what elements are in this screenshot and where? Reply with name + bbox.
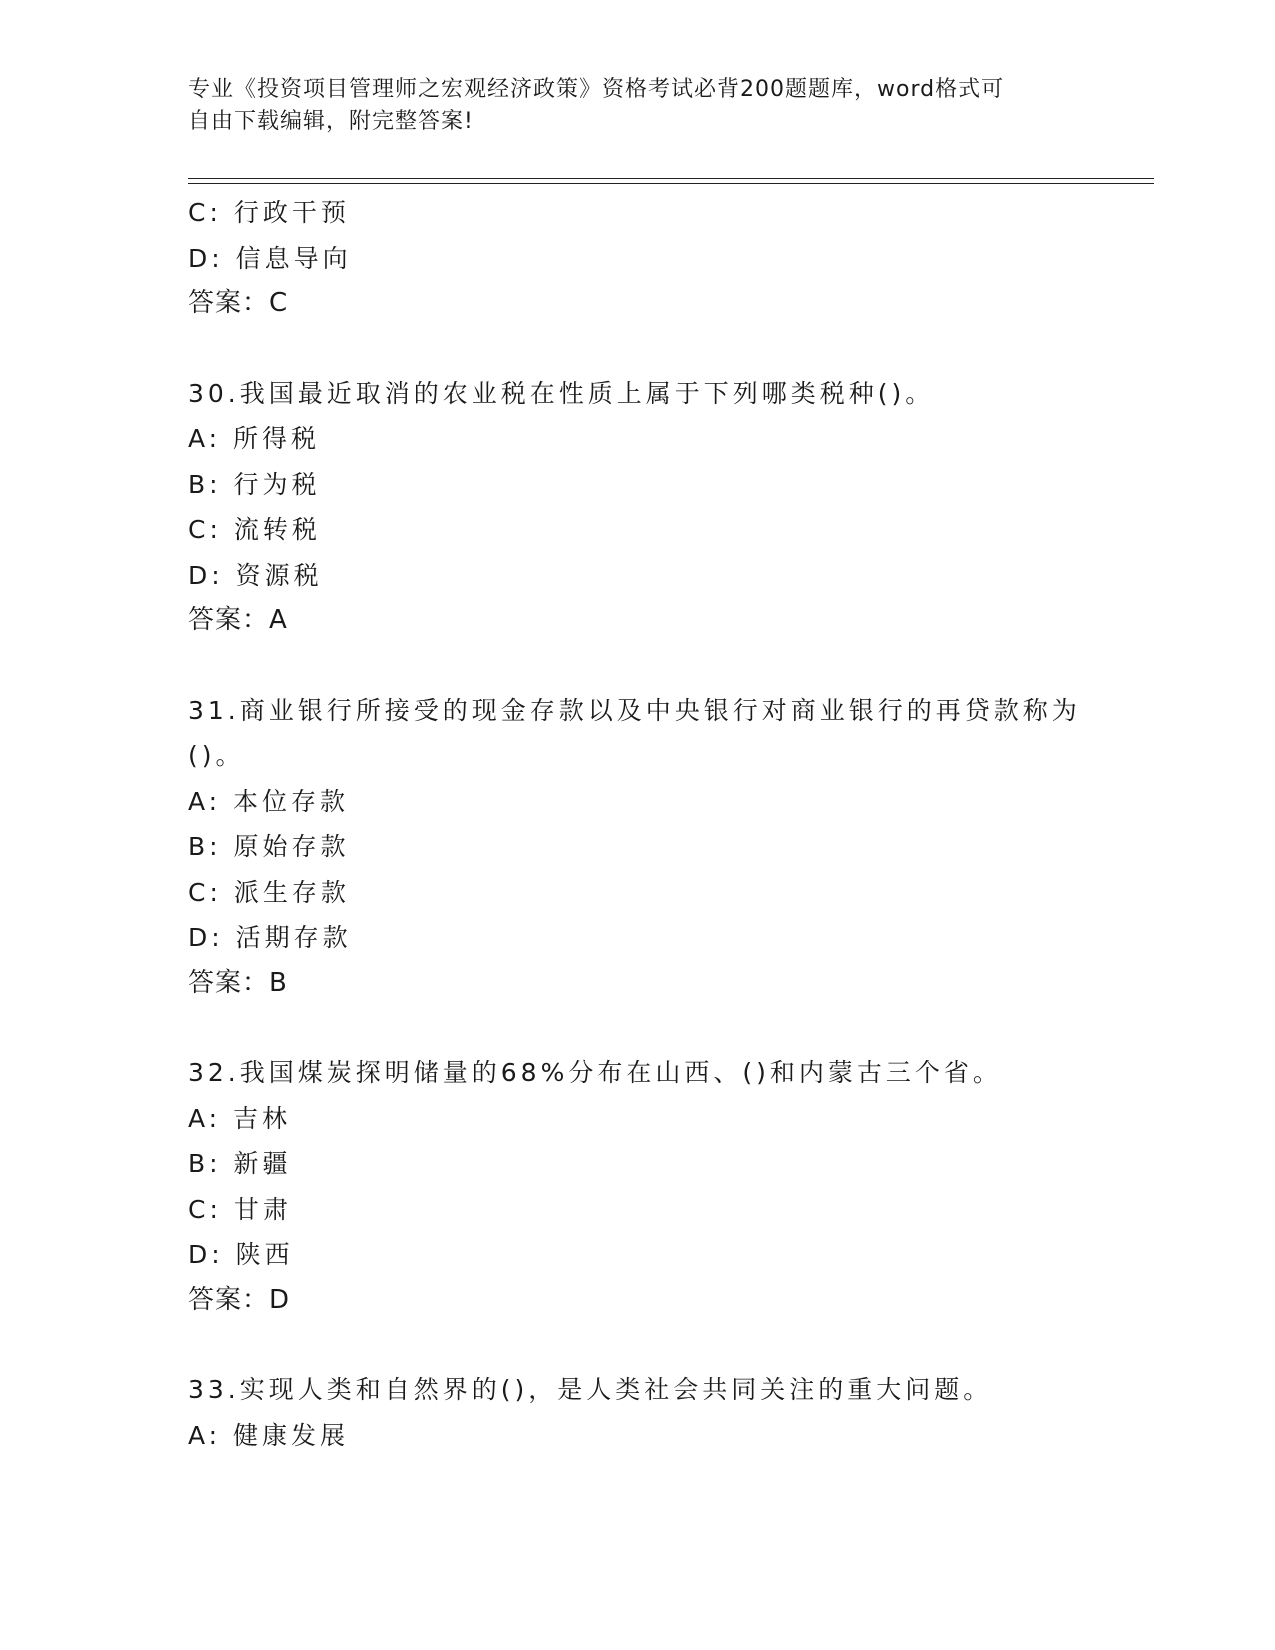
- question-fragment: [188, 190, 1088, 327]
- question-33: [188, 1367, 1088, 1458]
- question-stem: 30.我国最近取消的农业税在性质上属于下列哪类税种()。: [188, 378, 935, 408]
- option-a: A: 健康发展: [188, 1420, 350, 1450]
- option-d: D: 陕西: [188, 1240, 294, 1269]
- question-list: [188, 190, 1088, 1458]
- spacer: [188, 1006, 1088, 1050]
- option-b: B: 原始存款: [188, 832, 350, 861]
- question-stem-line2: ()。: [188, 741, 245, 770]
- option-b: B: 新疆: [188, 1149, 292, 1178]
- header-rule-top: [188, 178, 1154, 179]
- answer-line: 答案：C: [188, 288, 289, 318]
- option-a: A: 本位存款: [188, 786, 350, 816]
- question-32: [188, 1050, 1088, 1323]
- spacer: [188, 327, 1088, 371]
- answer-line: 答案：D: [188, 1284, 291, 1315]
- question-31: [188, 688, 1088, 1007]
- option-c: C: 流转税: [188, 515, 321, 544]
- question-stem-line1: 31.商业银行所接受的现金存款以及中央银行对商业银行的再贷款称为: [188, 695, 1081, 725]
- option-c: C: 派生存款: [188, 877, 350, 907]
- option-a: A: 所得税: [188, 424, 321, 453]
- option-b: B: 行为税: [188, 469, 321, 499]
- spacer: [188, 644, 1088, 688]
- header-title-line2: 自由下载编辑，附完整答案!: [188, 109, 474, 134]
- spacer: [188, 1323, 1088, 1367]
- option-c: C: 行政干预: [188, 198, 350, 227]
- question-30: [188, 371, 1088, 644]
- option-d: D: 信息导向: [188, 243, 352, 273]
- document-header: [188, 74, 1088, 138]
- option-c: C: 甘肃: [188, 1194, 292, 1224]
- header-rule-bottom: [188, 183, 1154, 184]
- option-a: A: 吉林: [188, 1103, 292, 1133]
- option-d: D: 活期存款: [188, 923, 352, 952]
- option-d: D: 资源税: [188, 560, 323, 590]
- header-title-line1: 专业《投资项目管理师之宏观经济政策》资格考试必背200题题库，word格式可: [188, 77, 1005, 102]
- answer-line: 答案：B: [188, 967, 288, 998]
- answer-line: 答案：A: [188, 605, 288, 635]
- question-stem: 33.实现人类和自然界的()，是人类社会共同关注的重大问题。: [188, 1375, 993, 1404]
- question-stem: 32.我国煤炭探明储量的68%分布在山西、()和内蒙古三个省。: [188, 1058, 1002, 1087]
